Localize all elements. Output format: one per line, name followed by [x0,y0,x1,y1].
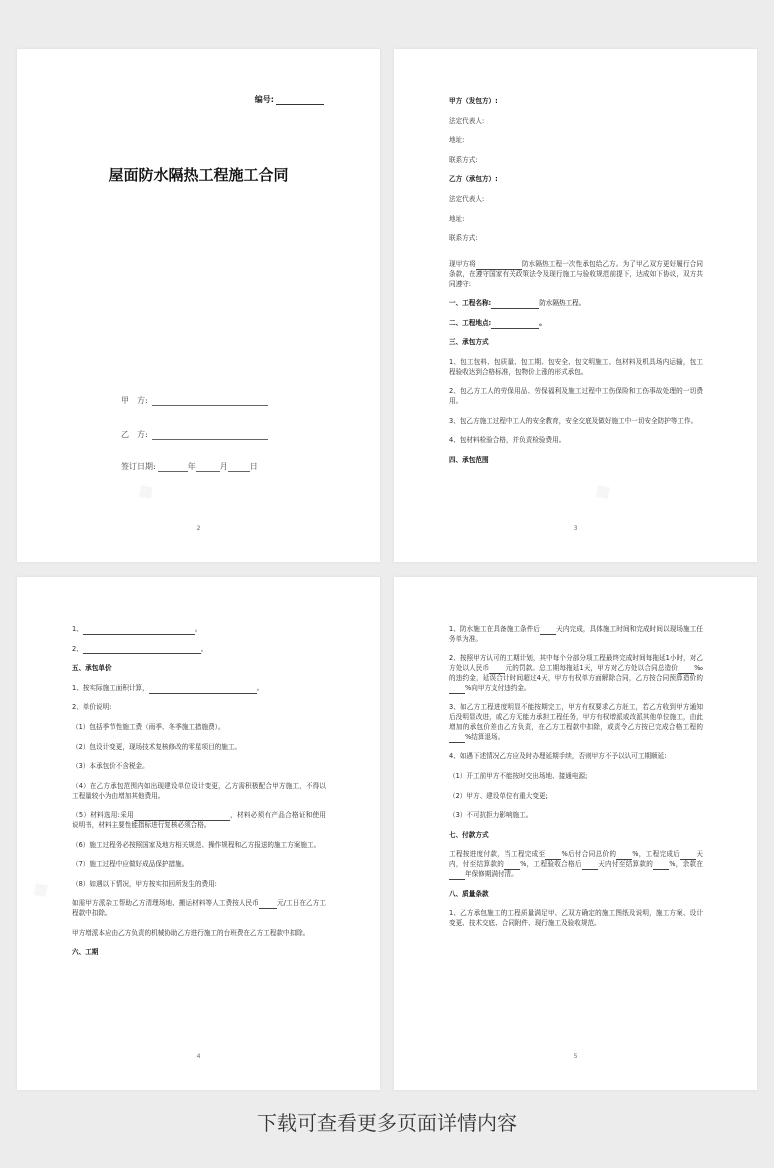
note8a-text-a: 如需甲方派杂工帮助乙方清理场地、搬运材料等人工费按人民币 [72,899,259,908]
blank [449,686,465,694]
serial-number [255,94,324,105]
intro-paragraph [449,260,703,289]
delay-reason: （1）开工前甲方不能按时交出场地、接通电源; [449,771,588,780]
note-labor [72,899,326,919]
year-blank [158,463,188,472]
p2-text-d: %向甲方支付违约金。 [465,683,531,692]
page-schedule-payment [394,577,757,1090]
note8a-text-b: 元/工日在乙方工程款中扣除。 [72,899,326,918]
pay-text-a: 工程按进度付款，当工程完成至 [449,850,546,859]
page-content [72,625,326,968]
scope2-end: 。 [200,644,208,653]
item-schedule: 六、工期 [72,948,99,957]
blank [83,646,201,654]
party-a-address: 地址: [449,136,465,145]
schedule-clause-4: 4、如遇下述情况乙方应及时办理延期手续，否则甲方不予以认可工期顺延: [449,752,667,761]
page-cover [17,49,380,562]
blank [653,862,669,870]
day-label: 日 [249,462,258,471]
page-content [449,625,703,939]
month-label: 月 [219,462,228,471]
schedule-clause-1 [449,625,703,645]
note: （2）包设计变更，现场技术复核修改的零星项目的施工。 [72,742,242,751]
party-b-label: 乙 方: [121,430,148,439]
blank [259,901,277,909]
blank [678,666,694,674]
price1-end: 。 [256,683,264,692]
schedule-clause-2 [449,654,703,693]
pay-text-c: %，工程完成后 [632,850,681,859]
item-contract-method: 三、承包方式 [449,338,489,347]
party-b-heading: 乙方（承包方）: [449,175,498,184]
scope1-end: 。 [194,625,202,633]
delay-reason: （2）甲方、建设单位有重大变更; [449,791,548,800]
quality-clause: 1、乙方承包施工的工程质量满足甲、乙双方确定的施工图纸及说明，施工方案、设计变更、技术交底、合同附件、现行施工及验收规范。 [449,909,703,927]
scope1-num: 1、 [72,625,83,633]
note: （6）施工过程务必按照国家及地方相关规范、操作规程和乙方报送的施工方案施工。 [72,840,321,849]
party-b-address: 地址: [449,214,465,223]
download-hint: 下载可查看更多页面详情内容 [257,1111,517,1135]
item-payment: 七、付款方式 [449,830,489,839]
watermark [131,476,159,506]
blank [540,627,556,635]
note5-text-b: ，材料必须有产品合格证和使用说明书，材料主要性能指标进行复核必须合格。 [72,811,327,829]
blank [449,735,465,743]
day-blank [228,463,250,472]
blank [491,301,539,309]
item-unit-price: 五、承包单价 [72,664,112,673]
p1-text-b: 天内完成，具体施工时间和完成时间以现场施工任务单为准。 [449,625,703,643]
sign-date-label: 签订日期: [121,462,156,471]
item1-text: 防水隔热工程。 [539,299,586,308]
blank [616,852,632,860]
pay-text-h: 年保修期满付清。 [465,869,518,878]
note: （8）如遇以下情况，甲方按实扣回所发生的费用: [72,879,217,888]
pay-text-d: 天内，付至结算款的 [449,850,704,869]
clause: 2、包乙方工人的劳保用品、劳保福利及施工过程中工伤保险和工伤事故处理的一切费用。 [449,387,703,406]
party-a-contact: 联系方式: [449,155,478,164]
blank [449,872,465,880]
intro-text-a: 现甲方将 [449,259,476,268]
watermark [588,476,616,506]
note5-text-a: （5）材料选用:采用 [72,811,134,820]
pay-text-b: %后付合同总价的 [561,850,617,859]
page-number: 2 [196,525,201,532]
blank [504,862,520,870]
intro-text-b: 防水隔热工程一次性承包给乙方。为了甲乙双方更好履行合同条款，在遵守国家有关政策法令及现行施工与验收规范前提下，达成如下协议，双方共同遵守: [449,259,704,288]
blank [582,862,598,870]
page-number: 4 [196,1053,201,1060]
page-parties [394,49,757,562]
page-number: 5 [573,1053,578,1060]
page-number: 3 [573,525,578,532]
item-project-location [449,319,703,329]
pay-text-g: %，余款在 [669,860,704,869]
item-project-name [449,299,703,309]
schedule-clause-3 [449,703,703,742]
clause: 3、包乙方施工过程中工人的安全教育，安全交底及做好施工中一切安全防护等工作。 [449,416,698,425]
sign-date [121,461,258,472]
month-blank [196,463,220,472]
scope2-num: 2、 [72,644,83,653]
note: （4）在乙方承包范围内如出现建设单位设计变更，乙方需积极配合甲方施工，不得以工程量较小为由增加其他费用。 [72,781,326,800]
item2-label: 二、工程地点: [449,318,492,327]
note-machinery: 甲方增派本应由乙方负责的机械协助乙方进行施工的台班费在乙方工程款中扣除。 [72,928,310,937]
p3-text-b: %结算退场。 [465,732,505,741]
blank [149,686,257,694]
price-line-2: 2、单价说明: [72,703,112,712]
price-line-1 [72,684,326,694]
p2-text-c: ‰的违约金，延误合计时间超过4天，甲方有权单方面解除合同，乙方按合同预算造价的 [449,664,703,682]
serial-blank [276,96,324,105]
note: （1）包括季节性施工费（雨季、冬季施工措施费）。 [72,722,225,731]
page-content [449,97,703,475]
party-b-signature [121,429,268,440]
party-a-rep: 法定代表人: [449,116,485,125]
party-a-blank [152,397,268,406]
scope-line-2 [72,645,326,655]
item1-label: 一、工程名称: [449,299,492,308]
payment-clause [449,850,703,879]
delay-reason: （3）不可抗拒力影响施工。 [449,811,533,820]
p1-text-a: 1、防水施工在具备施工条件后 [449,625,541,633]
serial-label: 编号: [254,95,274,104]
p3-text-a: 3、如乙方工程进度明显不能按期完工，甲方有权要求乙方赶工，若乙方收到甲方通知后没明显改进，或乙方无能力承担工程任务，甲方有权增派或改派其他单位施工，由此增加的承包价差由乙方负责，在乙方工程款中扣除，或责令乙方按已完成合格工程的 [449,703,703,731]
pay-text-e: %，工程验收合格后 [520,860,582,869]
item2-text: 。 [539,318,546,327]
pay-text-f: 天内付至结算款的 [597,860,654,869]
blank [476,262,522,270]
blank [680,852,696,860]
clause: 1、包工包料、包质量、包工期、包安全、包文明施工、包材料及机具场内运输，包工程验收达到合格标准，包物价上涨的形式承包。 [449,357,703,376]
party-b-blank [152,431,268,440]
party-a-signature [121,395,268,406]
blank [134,813,230,821]
watermark [26,874,54,904]
item-quality: 八、质量条款 [449,889,489,898]
blank [489,666,505,674]
page-pricing [17,577,380,1090]
contract-title: 屋面防水隔热工程施工合同 [108,166,289,184]
price1-text: 1、按实际施工面积计算， [72,683,149,692]
item-contract-scope: 四、承包范围 [449,455,489,464]
p2-text-a: 2、按照甲方认可的工期计划，其中每个分部分项工程最终完成时间每拖延1小时，对乙方处以人民币 [449,654,703,673]
clause: 4、包材料检验合格，并负责检验费用。 [449,436,566,445]
party-a-heading: 甲方（发包方）: [449,97,498,105]
note: （7）施工过程中应做好成品保护措施。 [72,860,189,869]
note: （3）本承包价不含税金。 [72,762,149,771]
p2-text-b: 元的罚款。总工期每拖延1天，甲方对乙方处以合同总造价 [505,664,679,673]
blank [491,321,539,329]
party-a-label: 甲 方: [121,396,148,405]
party-b-contact: 联系方式: [449,234,478,243]
year-label: 年 [187,462,196,471]
party-b-rep: 法定代表人: [449,194,485,203]
blank [545,852,561,860]
blank [83,627,195,635]
note-materials [72,811,326,831]
scope-line-1 [72,625,326,635]
